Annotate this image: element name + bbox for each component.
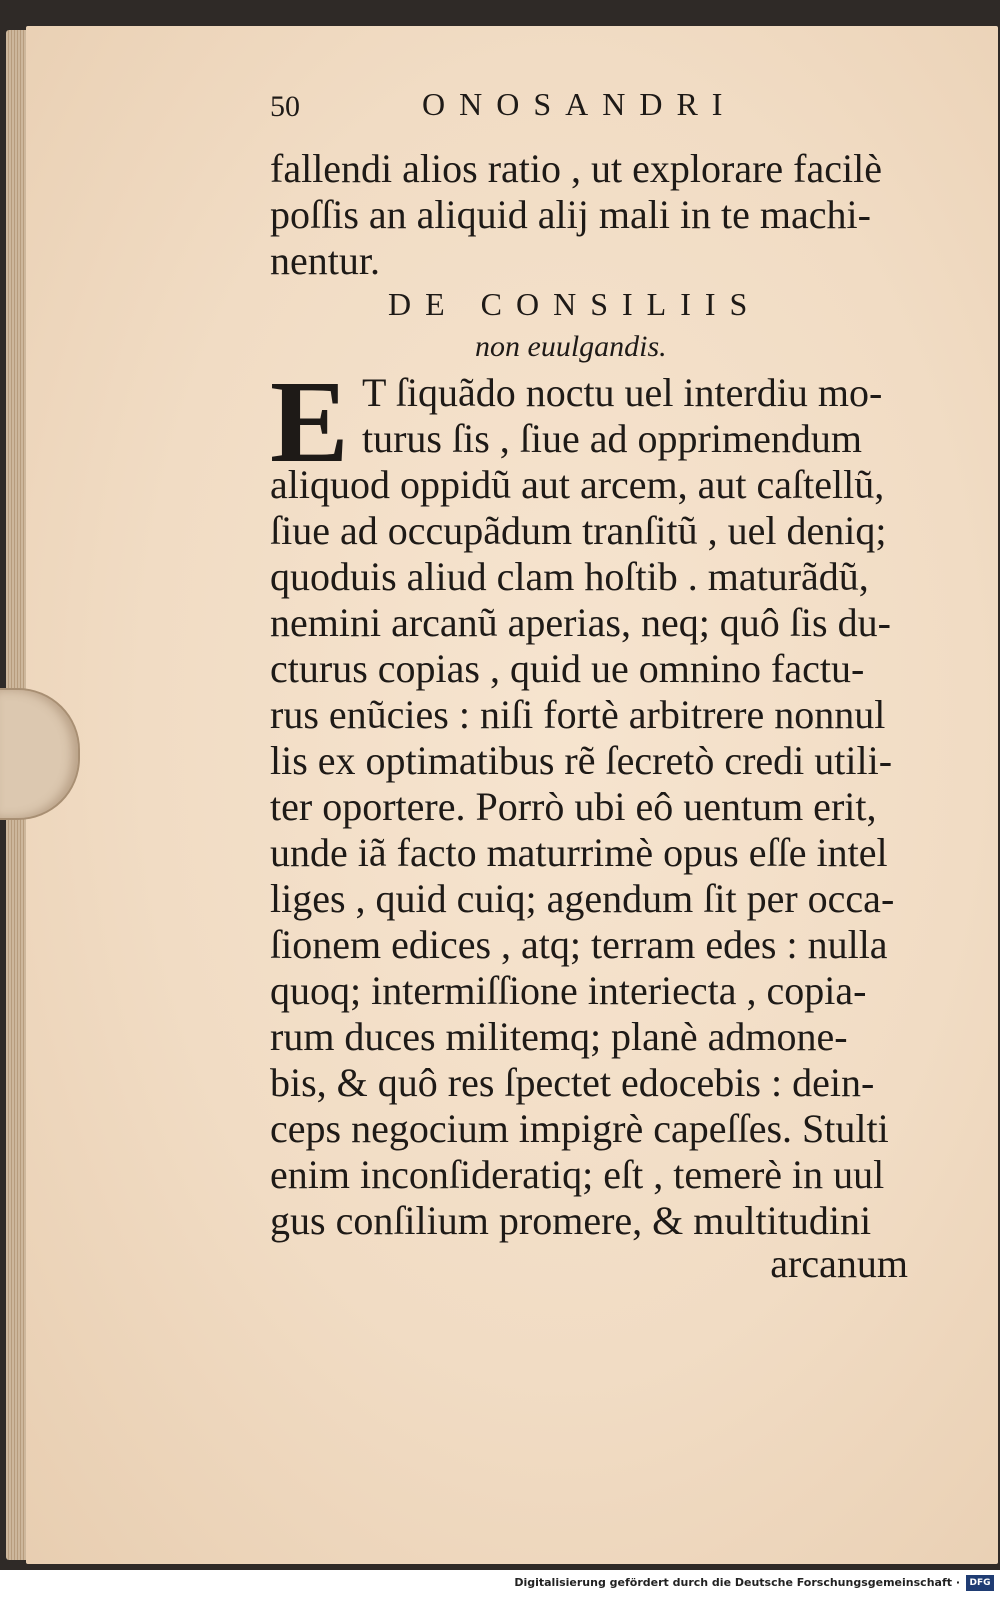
digitization-credit: Digitalisierung gefördert durch die Deutsche Forschungsgemeinschaft · <box>514 1576 960 1589</box>
text-line: cturus copias , quid ue omnino factu- <box>270 646 865 691</box>
drop-cap-initial: E <box>270 356 349 487</box>
folio-number: 50 <box>270 90 300 123</box>
text-line: ceps negocium impigrè capeſſes. Stulti <box>270 1106 889 1151</box>
text-line: lis ex optimatibus rẽ ſecretò credi utili- <box>270 738 893 783</box>
text-line: ſiue ad occupãdum tranſitũ , uel deniq; <box>270 508 887 553</box>
text-line: liges , quid cuiq; agendum ſit per occa- <box>270 876 895 921</box>
text-line: rus enũcies : niſi fortè arbitrere nonnul <box>270 692 886 737</box>
text-line: poſſis an aliquid alij mali in te machi- <box>270 192 871 237</box>
text-line: T ſiquãdo noctu uel interdiu mo- <box>362 370 883 415</box>
text-line: aliquod oppidũ aut arcem, aut caſtellũ, <box>270 462 885 507</box>
text-line: unde iã facto maturrimè opus eſſe intel <box>270 830 888 875</box>
page-header <box>270 82 770 126</box>
text-line: fallendi alios ratio , ut explorare facilè <box>270 146 882 191</box>
dfg-logo: DFG <box>966 1575 994 1591</box>
text-line: quoq; intermiſſione interiecta , copia- <box>270 968 867 1013</box>
text-line: nentur. <box>270 238 380 283</box>
section-heading: DE CONSILIIS <box>388 286 762 322</box>
section-subheading: non euulgandis. <box>475 330 667 363</box>
text-line: turus ſis , ſiue ad opprimendum <box>362 416 862 461</box>
text-line: rum duces militemq; planè admone- <box>270 1014 848 1059</box>
text-line: bis, & quô res ſpectet edocebis : dein- <box>270 1060 875 1105</box>
text-line: ſionem edices , atq; terram edes : nulla <box>270 922 888 967</box>
footer-bar <box>0 1570 1000 1599</box>
text-line: enim inconſideratiq; eſt , temerè in uul <box>270 1152 885 1197</box>
text-line: ter oportere. Porrò ubi eô uentum erit, <box>270 784 877 829</box>
text-line: gus conſilium promere, & multitudini <box>270 1198 872 1243</box>
catchword: arcanum <box>770 1241 908 1286</box>
text-line: quoduis aliud clam hoſtib . maturãdũ, <box>270 554 869 599</box>
text-line: nemini arcanũ aperias, neq; quô ſis du- <box>270 600 891 645</box>
running-title: ONOSANDRI <box>422 86 737 122</box>
